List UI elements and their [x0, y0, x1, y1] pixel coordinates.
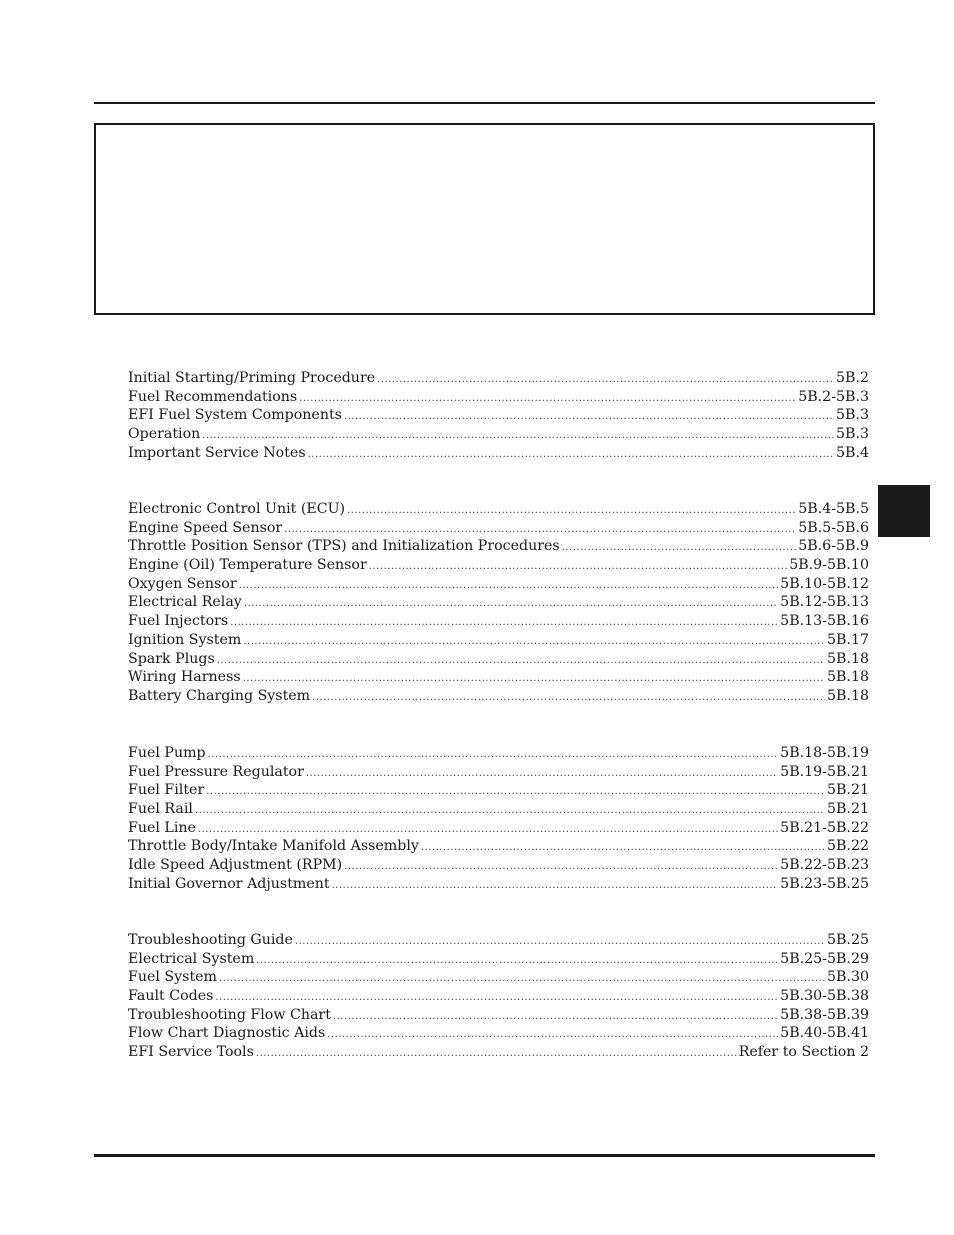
header-rule: [94, 102, 875, 104]
toc-dot-leader: [369, 556, 787, 577]
toc-entry-page: 5B.23-5B.25: [780, 875, 869, 892]
toc-dot-leader: [299, 388, 796, 409]
toc-entry-page: 5B.4-5B.5: [798, 501, 869, 517]
toc-entry-title: Oxygen Sensor: [128, 575, 237, 592]
toc-entry: [128, 444, 869, 463]
toc-entry-title: Fuel Recommendations: [128, 388, 298, 405]
toc-dot-leader: [344, 856, 778, 877]
toc-entry-page: 5B.3: [836, 426, 869, 443]
toc-entry-page: 5B.22-5B.23: [780, 857, 869, 874]
toc-entry-page: 5B.21-5B.22: [780, 819, 869, 836]
toc-entry-title: Troubleshooting Guide: [128, 932, 293, 948]
toc-entry-page: Refer to Section 2: [738, 1044, 869, 1061]
toc-dot-leader: [206, 781, 825, 802]
toc-entry: [128, 537, 869, 556]
toc-entry: [128, 519, 869, 538]
toc-group: [128, 369, 869, 462]
toc-entry-page: 5B.30-5B.38: [780, 988, 869, 1005]
toc-entry-page: 5B.5-5B.6: [798, 519, 869, 536]
toc-entry: [128, 763, 869, 782]
toc-dot-leader: [256, 1043, 737, 1064]
toc-dot-leader: [284, 519, 796, 540]
toc-entry-page: 5B.9-5B.10: [789, 557, 869, 574]
toc-entry-page: 5B.18: [826, 687, 869, 704]
toc-entry-page: 5B.30: [826, 969, 869, 986]
toc-entry-title: Fuel Pressure Regulator: [128, 763, 304, 780]
toc-entry-title: Throttle Body/Intake Manifold Assembly: [128, 838, 419, 855]
toc-entry-title: Idle Speed Adjustment (RPM): [128, 857, 343, 874]
toc-entry-title: Initial Governor Adjustment: [128, 875, 330, 892]
toc-dot-leader: [332, 875, 779, 896]
toc-dot-leader: [198, 819, 778, 840]
toc-entry-title: Troubleshooting Flow Chart: [128, 1006, 331, 1023]
toc-entry-page: 5B.13-5B.16: [780, 613, 869, 630]
toc-entry-title: Wiring Harness: [128, 669, 241, 686]
toc-entry: [128, 650, 869, 669]
toc-entry: [128, 556, 869, 575]
toc-entry-title: Fuel Rail: [128, 801, 193, 818]
toc-entry: [128, 631, 869, 650]
toc-entry: [128, 1006, 869, 1025]
toc-entry-title: Fuel Pump: [128, 745, 206, 761]
toc-entry-page: 5B.12-5B.13: [780, 594, 869, 611]
toc-dot-leader: [308, 444, 834, 465]
toc-entry: [128, 931, 869, 950]
toc-entry-title: Electronic Control Unit (ECU): [128, 501, 346, 517]
toc-entry-page: 5B.10-5B.12: [780, 575, 869, 592]
toc-entry-title: Engine (Oil) Temperature Sensor: [128, 557, 367, 574]
toc-entry-title: Electrical Relay: [128, 594, 242, 611]
toc-entry-title: Spark Plugs: [128, 650, 215, 667]
toc-entry: [128, 837, 869, 856]
toc-entry-page: 5B.21: [826, 782, 869, 799]
toc-entry-title: Flow Chart Diagnostic Aids: [128, 1025, 326, 1042]
toc-dot-leader: [377, 369, 834, 390]
toc-entry: [128, 875, 869, 894]
toc-dot-leader: [243, 631, 825, 652]
toc-entry: [128, 856, 869, 875]
toc-entry-title: EFI Service Tools: [128, 1044, 254, 1061]
toc-entry: [128, 1043, 869, 1062]
toc-dot-leader: [421, 837, 825, 858]
toc-dot-leader: [244, 593, 778, 614]
toc-entry-title: Throttle Position Sensor (TPS) and Initialization Procedures: [128, 538, 560, 555]
toc-dot-leader: [327, 1024, 778, 1045]
toc-entry-title: Fuel System: [128, 969, 217, 986]
toc-entry-title: EFI Fuel System Components: [128, 407, 342, 424]
toc-entry-page: 5B.25: [826, 932, 869, 948]
toc-entry: [128, 819, 869, 838]
toc-entry: [128, 987, 869, 1006]
toc-dot-leader: [202, 425, 834, 446]
toc-entry-page: 5B.21: [826, 801, 869, 818]
toc-entry: [128, 369, 869, 388]
toc-entry-page: 5B.18: [826, 650, 869, 667]
toc-dot-leader: [562, 537, 797, 558]
toc-entry-title: Important Service Notes: [128, 444, 306, 461]
toc-entry-title: Fuel Injectors: [128, 613, 229, 630]
toc-entry-page: 5B.18: [826, 669, 869, 686]
toc-entry: [128, 388, 869, 407]
toc-dot-leader: [215, 987, 778, 1008]
toc-entry: [128, 612, 869, 631]
toc-entry: [128, 968, 869, 987]
toc-entry: [128, 781, 869, 800]
section-title-box: [94, 123, 875, 315]
toc-dot-leader: [256, 950, 778, 971]
toc-entry-title: Engine Speed Sensor: [128, 519, 283, 536]
toc-entry: [128, 500, 869, 519]
toc-group: [128, 500, 869, 706]
toc-dot-leader: [208, 744, 779, 765]
toc-entry-page: 5B.3: [836, 407, 869, 424]
toc-dot-leader: [312, 687, 825, 708]
toc-entry-title: Initial Starting/Priming Procedure: [128, 370, 376, 386]
toc-entry-title: Battery Charging System: [128, 687, 311, 704]
toc-dot-leader: [230, 612, 778, 633]
toc-entry: [128, 575, 869, 594]
toc-entry-page: 5B.22: [826, 838, 869, 855]
toc-entry-title: Operation: [128, 426, 201, 443]
toc-entry-page: 5B.38-5B.39: [780, 1006, 869, 1023]
toc-group: [128, 744, 869, 894]
toc-dot-leader: [239, 575, 779, 596]
toc-entry-title: Fault Codes: [128, 988, 214, 1005]
toc-dot-leader: [295, 931, 825, 952]
toc-dot-leader: [344, 406, 834, 427]
toc-entry-title: Ignition System: [128, 631, 242, 648]
toc-entry: [128, 1024, 869, 1043]
toc-dot-leader: [219, 968, 825, 989]
footer-rule: [94, 1154, 875, 1157]
toc-entry-page: 5B.2-5B.3: [798, 388, 869, 405]
toc-group: [128, 931, 869, 1062]
toc-entry-page: 5B.25-5B.29: [780, 950, 869, 967]
toc-entry: [128, 406, 869, 425]
toc-entry-page: 5B.6-5B.9: [798, 538, 869, 555]
toc-dot-leader: [306, 763, 778, 784]
toc-entry: [128, 687, 869, 706]
toc-dot-leader: [333, 1006, 778, 1027]
toc-entry-page: 5B.19-5B.21: [780, 763, 869, 780]
toc-entry: [128, 668, 869, 687]
toc-entry: [128, 593, 869, 612]
toc-dot-leader: [243, 668, 825, 689]
toc-entry: [128, 744, 869, 763]
toc-dot-leader: [195, 800, 825, 821]
toc-entry-title: Fuel Line: [128, 819, 196, 836]
toc-dot-leader: [217, 650, 825, 671]
section-tab-marker: [878, 485, 930, 537]
toc-entry-page: 5B.17: [826, 631, 869, 648]
toc-entry-page: 5B.40-5B.41: [780, 1025, 869, 1042]
toc-entry-title: Fuel Filter: [128, 782, 205, 799]
toc-entry-page: 5B.18-5B.19: [780, 745, 869, 761]
toc-entry-page: 5B.2: [836, 370, 869, 386]
toc-entry: [128, 425, 869, 444]
toc-entry-page: 5B.4: [836, 444, 869, 461]
toc-entry: [128, 950, 869, 969]
toc-entry: [128, 800, 869, 819]
toc-dot-leader: [347, 500, 796, 521]
toc-entry-title: Electrical System: [128, 950, 255, 967]
